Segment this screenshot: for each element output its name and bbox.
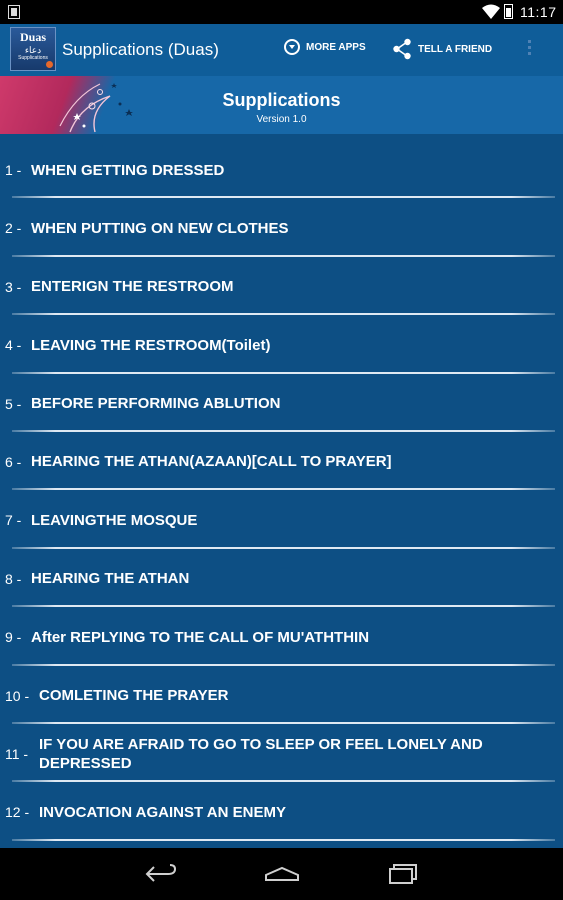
list-item[interactable] bbox=[0, 668, 563, 726]
list-divider bbox=[12, 255, 555, 257]
status-bar bbox=[0, 0, 563, 24]
list-divider bbox=[12, 488, 555, 490]
item-number: 5 - bbox=[5, 395, 22, 412]
list-item[interactable] bbox=[0, 609, 563, 667]
status-time: 11:17 bbox=[520, 4, 557, 20]
list-item[interactable] bbox=[0, 784, 563, 842]
item-number: 9 - bbox=[5, 629, 22, 646]
back-icon[interactable] bbox=[144, 864, 178, 884]
item-title: WHEN GETTING DRESSED bbox=[31, 161, 225, 179]
list-divider bbox=[12, 664, 555, 666]
item-title: COMLETING THE PRAYER bbox=[39, 687, 229, 705]
list-divider bbox=[12, 780, 555, 782]
overflow-menu-icon[interactable] bbox=[528, 40, 532, 60]
item-number: 10 - bbox=[5, 687, 30, 704]
list-item[interactable] bbox=[0, 317, 563, 375]
navigation-bar bbox=[0, 848, 563, 900]
item-number: 7 - bbox=[5, 512, 22, 529]
app-icon-label: Duas bbox=[19, 30, 46, 44]
item-title: After REPLYING TO THE CALL OF MU'ATHTHIN bbox=[31, 628, 370, 646]
item-number: 11 - bbox=[5, 745, 29, 762]
item-title: WHEN PUTTING ON NEW CLOTHES bbox=[31, 219, 289, 237]
tell-a-friend-button[interactable] bbox=[392, 38, 492, 60]
app-icon-arabic-label: دعاء bbox=[24, 45, 42, 55]
item-title: INVOCATION AGAINST AN ENEMY bbox=[39, 803, 286, 821]
item-number: 8 - bbox=[5, 570, 22, 587]
item-number: 6 - bbox=[5, 453, 22, 470]
tell-a-friend-label: TELL A FRIEND bbox=[418, 43, 493, 55]
item-title: BEFORE PERFORMING ABLUTION bbox=[31, 395, 281, 413]
supplications-list bbox=[0, 142, 563, 843]
item-title: HEARING THE ATHAN bbox=[31, 570, 190, 588]
item-number: 12 - bbox=[5, 804, 30, 821]
item-number: 3 - bbox=[5, 278, 22, 295]
home-icon[interactable] bbox=[264, 866, 300, 882]
recent-apps-icon[interactable] bbox=[388, 864, 418, 884]
list-item[interactable] bbox=[0, 142, 563, 200]
item-number: 2 - bbox=[5, 220, 22, 237]
share-icon bbox=[392, 38, 412, 60]
list-divider bbox=[12, 430, 555, 432]
list-item[interactable] bbox=[0, 259, 563, 317]
list-item[interactable] bbox=[0, 376, 563, 434]
list-divider bbox=[12, 605, 555, 607]
app-icon-sub-label: Supplications bbox=[18, 55, 48, 61]
banner bbox=[0, 76, 563, 134]
more-apps-label: MORE APPS bbox=[306, 41, 366, 53]
list-divider bbox=[12, 372, 555, 374]
item-title: LEAVING THE RESTROOM(Toilet) bbox=[31, 336, 271, 354]
sim-icon bbox=[8, 5, 20, 19]
app-icon[interactable] bbox=[10, 27, 56, 71]
more-apps-button[interactable] bbox=[284, 39, 366, 55]
list-item[interactable] bbox=[0, 492, 563, 550]
action-bar bbox=[0, 24, 563, 76]
list-item[interactable] bbox=[0, 726, 563, 784]
list-item[interactable] bbox=[0, 200, 563, 258]
item-title: LEAVINGTHE MOSQUE bbox=[31, 511, 198, 529]
list-divider bbox=[12, 547, 555, 549]
circle-down-icon bbox=[284, 39, 300, 55]
app-title: Supplications (Duas) bbox=[62, 40, 219, 59]
item-number: 4 - bbox=[5, 337, 22, 354]
item-title: ENTERIGN THE RESTROOM bbox=[31, 278, 234, 296]
list-divider bbox=[12, 722, 555, 724]
item-title: HEARING THE ATHAN(AZAAN)[CALL TO PRAYER] bbox=[31, 453, 392, 471]
list-item[interactable] bbox=[0, 434, 563, 492]
app-icon-badge bbox=[46, 61, 53, 68]
banner-version: Version 1.0 bbox=[256, 114, 307, 125]
battery-icon bbox=[504, 4, 513, 19]
list-divider bbox=[12, 196, 555, 198]
list-divider bbox=[12, 839, 555, 841]
item-number: 1 - bbox=[5, 162, 22, 178]
list-divider bbox=[12, 313, 555, 315]
item-title: IF YOU ARE AFRAID TO GO TO SLEEP OR FEEL LONELY AND DEPRESSED bbox=[39, 735, 483, 772]
list-item[interactable] bbox=[0, 551, 563, 609]
wifi-icon bbox=[482, 4, 500, 20]
banner-title: Supplications bbox=[222, 90, 341, 110]
